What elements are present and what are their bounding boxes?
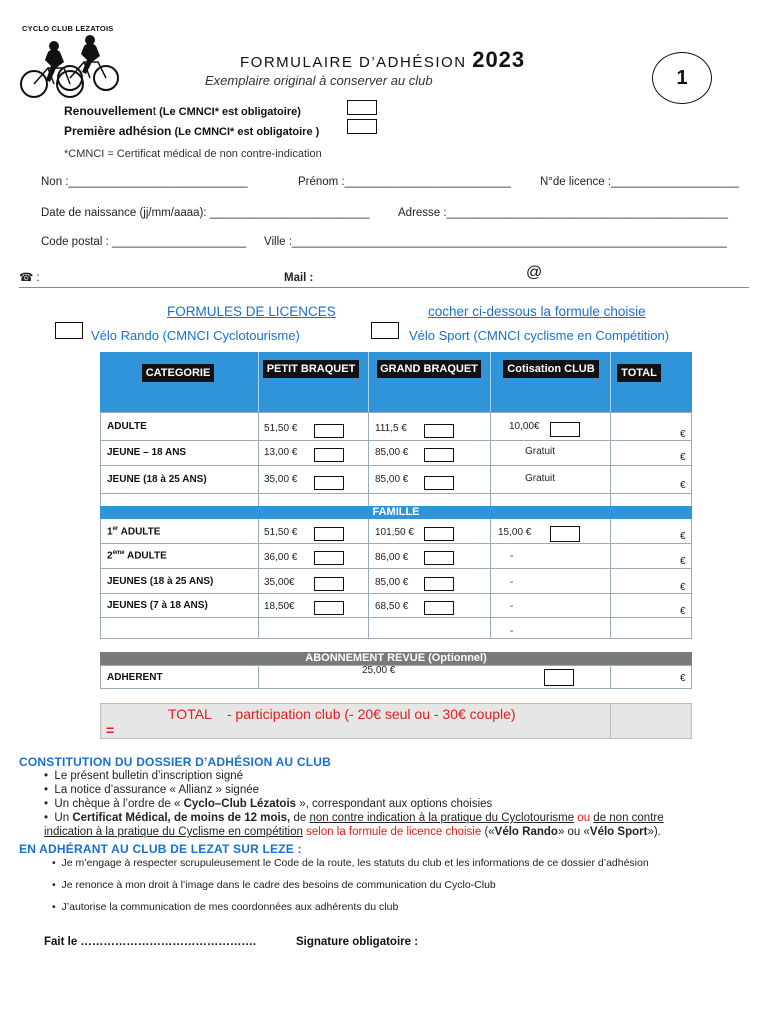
renewal-label: Renouvellement (Le CMNCI* est obligatoire) (64, 104, 301, 118)
row-grand-checkbox[interactable] (424, 424, 454, 438)
row-club-price: - (510, 601, 514, 612)
form-year: 2023 (472, 47, 526, 72)
row-category: JEUNE – 18 ANS (107, 447, 187, 458)
row-total[interactable]: € (680, 480, 686, 491)
row-petit-price: 51,50 € (264, 423, 298, 434)
row-grand-checkbox[interactable] (424, 448, 454, 462)
row-petit-price: 35,00 € (264, 474, 298, 485)
adherent-label: ADHERENT (107, 672, 163, 683)
cyclists-logo (18, 34, 120, 100)
mail-label: Mail : (284, 272, 314, 284)
formules-title: FORMULES DE LICENCES (167, 304, 336, 319)
row-club-checkbox[interactable] (550, 526, 580, 542)
row-divider (100, 440, 692, 441)
birthdate-field[interactable]: Date de naissance (jj/mm/aaaa): _________________________ (41, 207, 370, 219)
row-divider (100, 543, 692, 544)
total-equals: = (106, 722, 115, 738)
licence-field[interactable]: N°de licence :____________________ (540, 176, 739, 188)
row-petit-checkbox[interactable] (314, 577, 344, 591)
row-divider (100, 568, 692, 569)
revue-total[interactable]: € (680, 673, 686, 684)
row-category: ADULTE (107, 421, 147, 432)
row-grand-price: 101,50 € (375, 527, 414, 538)
copy-number: 1 (652, 52, 712, 104)
row-divider (100, 465, 692, 466)
velo-rando-checkbox[interactable] (55, 322, 83, 339)
nom-field[interactable]: Non :____________________________ (41, 176, 248, 188)
revue-checkbox[interactable] (544, 669, 574, 686)
row-club-price: - (510, 551, 514, 562)
constitution-item: • Un Certificat Médical, de moins de 12 mois, de non contre indication à la pratique du Cyclotourisme ou de non contre (44, 812, 664, 824)
prenom-field[interactable]: Prénom :__________________________ (298, 176, 511, 188)
col-divider (258, 412, 259, 639)
col-divider (258, 665, 259, 689)
engagement-item: • J’autorise la communication de mes coordonnées aux adhérents du club (52, 901, 399, 913)
engagement-item: • Je renonce à mon droit à l’image dans le cadre des besoins de communication du Cyclo-Club (52, 879, 496, 891)
extra-row-dash: - (510, 626, 514, 637)
row-total[interactable]: € (680, 429, 686, 440)
engagement-title: EN ADHÉRANT AU CLUB DE LEZAT SUR LEZE : (19, 842, 302, 856)
row-petit-price: 36,00 € (264, 552, 298, 563)
row-total[interactable]: € (680, 452, 686, 463)
renewal-checkbox[interactable] (347, 100, 377, 115)
col-divider (610, 665, 611, 689)
row-total[interactable]: € (680, 582, 686, 593)
row-club-price: 15,00 € (498, 527, 532, 538)
constitution-item: • Le présent bulletin d’inscription signé (44, 770, 244, 782)
row-club-price: Gratuit (525, 446, 556, 457)
cmnci-footnote: *CMNCI = Certificat médical de non contre-indication (64, 148, 322, 160)
row-grand-checkbox[interactable] (424, 601, 454, 615)
phone-field[interactable]: ☎ : (19, 272, 40, 284)
row-petit-price: 51,50 € (264, 527, 298, 538)
constitution-item: • Un chèque à l’ordre de « Cyclo–Club Lézatois », correspondant aux options choisies (44, 798, 493, 810)
formules-hint: cocher ci-dessous la formule choisie (428, 304, 646, 319)
row-category: JEUNE (18 à 25 ANS) (107, 474, 207, 485)
form-subtitle: Exemplaire original à conserver au club (205, 73, 433, 88)
form-title: FORMULAIRE D’ADHÉSION 2023 (240, 47, 526, 72)
header-petit-braquet: PETIT BRAQUET (263, 360, 359, 378)
row-category: 1er ADULTE (107, 526, 161, 538)
velo-sport-checkbox[interactable] (371, 322, 399, 339)
row-category: 2ème ADULTE (107, 550, 167, 562)
row-petit-price: 13,00 € (264, 447, 298, 458)
constitution-item-cont: indication à la pratique du Cyclisme en compétition selon la formule de licence choisie («Vélo Rando» ou «Vélo Sport»). (44, 826, 661, 838)
row-total[interactable]: € (680, 531, 686, 542)
row-grand-price: 85,00 € (375, 447, 409, 458)
row-petit-checkbox[interactable] (314, 551, 344, 565)
row-grand-checkbox[interactable] (424, 527, 454, 541)
row-total[interactable]: € (680, 606, 686, 617)
total-line: TOTAL - participation club (- 20€ seul ou - 30€ couple) (168, 706, 516, 722)
velo-sport-label: Vélo Sport (CMNCI cyclisme en Compétition) (409, 328, 670, 343)
row-club-checkbox[interactable] (550, 422, 580, 437)
row-category: JEUNES (18 à 25 ANS) (107, 576, 214, 587)
row-grand-checkbox[interactable] (424, 577, 454, 591)
row-grand-price: 85,00 € (375, 577, 409, 588)
row-petit-price: 35,00€ (264, 577, 295, 588)
row-grand-price: 86,00 € (375, 552, 409, 563)
address-field[interactable]: Adresse :____________________________________________ (398, 207, 728, 219)
header-cotisation-club: Cotisation CLUB (503, 360, 599, 378)
row-grand-checkbox[interactable] (424, 476, 454, 490)
col-divider (610, 703, 611, 739)
row-divider (100, 493, 692, 494)
row-petit-checkbox[interactable] (314, 601, 344, 615)
row-total[interactable]: € (680, 556, 686, 567)
row-grand-checkbox[interactable] (424, 551, 454, 565)
row-category: JEUNES (7 à 18 ANS) (107, 600, 208, 611)
col-divider (490, 412, 491, 639)
club-name: CYCLO CLUB LEZATOIS (22, 24, 114, 33)
row-grand-price: 111,5 € (375, 423, 407, 434)
row-petit-checkbox[interactable] (314, 476, 344, 490)
phone-icon: ☎ (19, 272, 34, 284)
col-divider (610, 412, 611, 639)
row-club-price: Gratuit (525, 473, 556, 484)
row-divider (100, 617, 692, 618)
revue-bar: ABONNEMENT REVUE (Optionnel) (100, 652, 692, 665)
velo-rando-label: Vélo Rando (CMNCI Cyclotourisme) (91, 328, 300, 343)
first-membership-label: Première adhésion (Le CMNCI* est obligatoire ) (64, 124, 320, 138)
city-field[interactable]: Ville :____________________________________________________________________ (264, 236, 727, 248)
revue-row (100, 665, 692, 689)
fait-le-field[interactable]: Fait le ………………………………………. (44, 936, 257, 948)
col-divider (368, 412, 369, 639)
postal-code-field[interactable]: Code postal : _____________________ (41, 236, 247, 248)
engagement-item: • Je m’engage à respecter scrupuleusement le Code de la route, les statuts du club et les informations de ce dossier d’adhésion (52, 857, 649, 869)
row-petit-checkbox[interactable] (314, 424, 344, 438)
constitution-item: • La notice d’assurance « Allianz » signée (44, 784, 260, 796)
signature-label: Signature obligatoire : (296, 936, 419, 948)
header-total: TOTAL (617, 364, 661, 382)
row-petit-price: 18,50€ (264, 601, 295, 612)
row-club-price: - (510, 577, 514, 588)
header-grand-braquet: GRAND BRAQUET (377, 360, 481, 378)
row-divider (100, 593, 692, 594)
row-petit-checkbox[interactable] (314, 448, 344, 462)
row-grand-price: 85,00 € (375, 474, 409, 485)
revue-price: 25,00 € (362, 665, 396, 676)
at-sign: @ (526, 264, 543, 281)
row-grand-price: 68,50 € (375, 601, 409, 612)
constitution-title: CONSTITUTION DU DOSSIER D’ADHÉSION AU CLUB (19, 755, 331, 769)
header-categorie: CATEGORIE (142, 364, 214, 382)
row-petit-checkbox[interactable] (314, 527, 344, 541)
divider (19, 287, 749, 288)
row-club-price: 10,00€ (509, 421, 540, 432)
famille-bar: FAMILLE (100, 506, 692, 519)
first-membership-checkbox[interactable] (347, 119, 377, 134)
